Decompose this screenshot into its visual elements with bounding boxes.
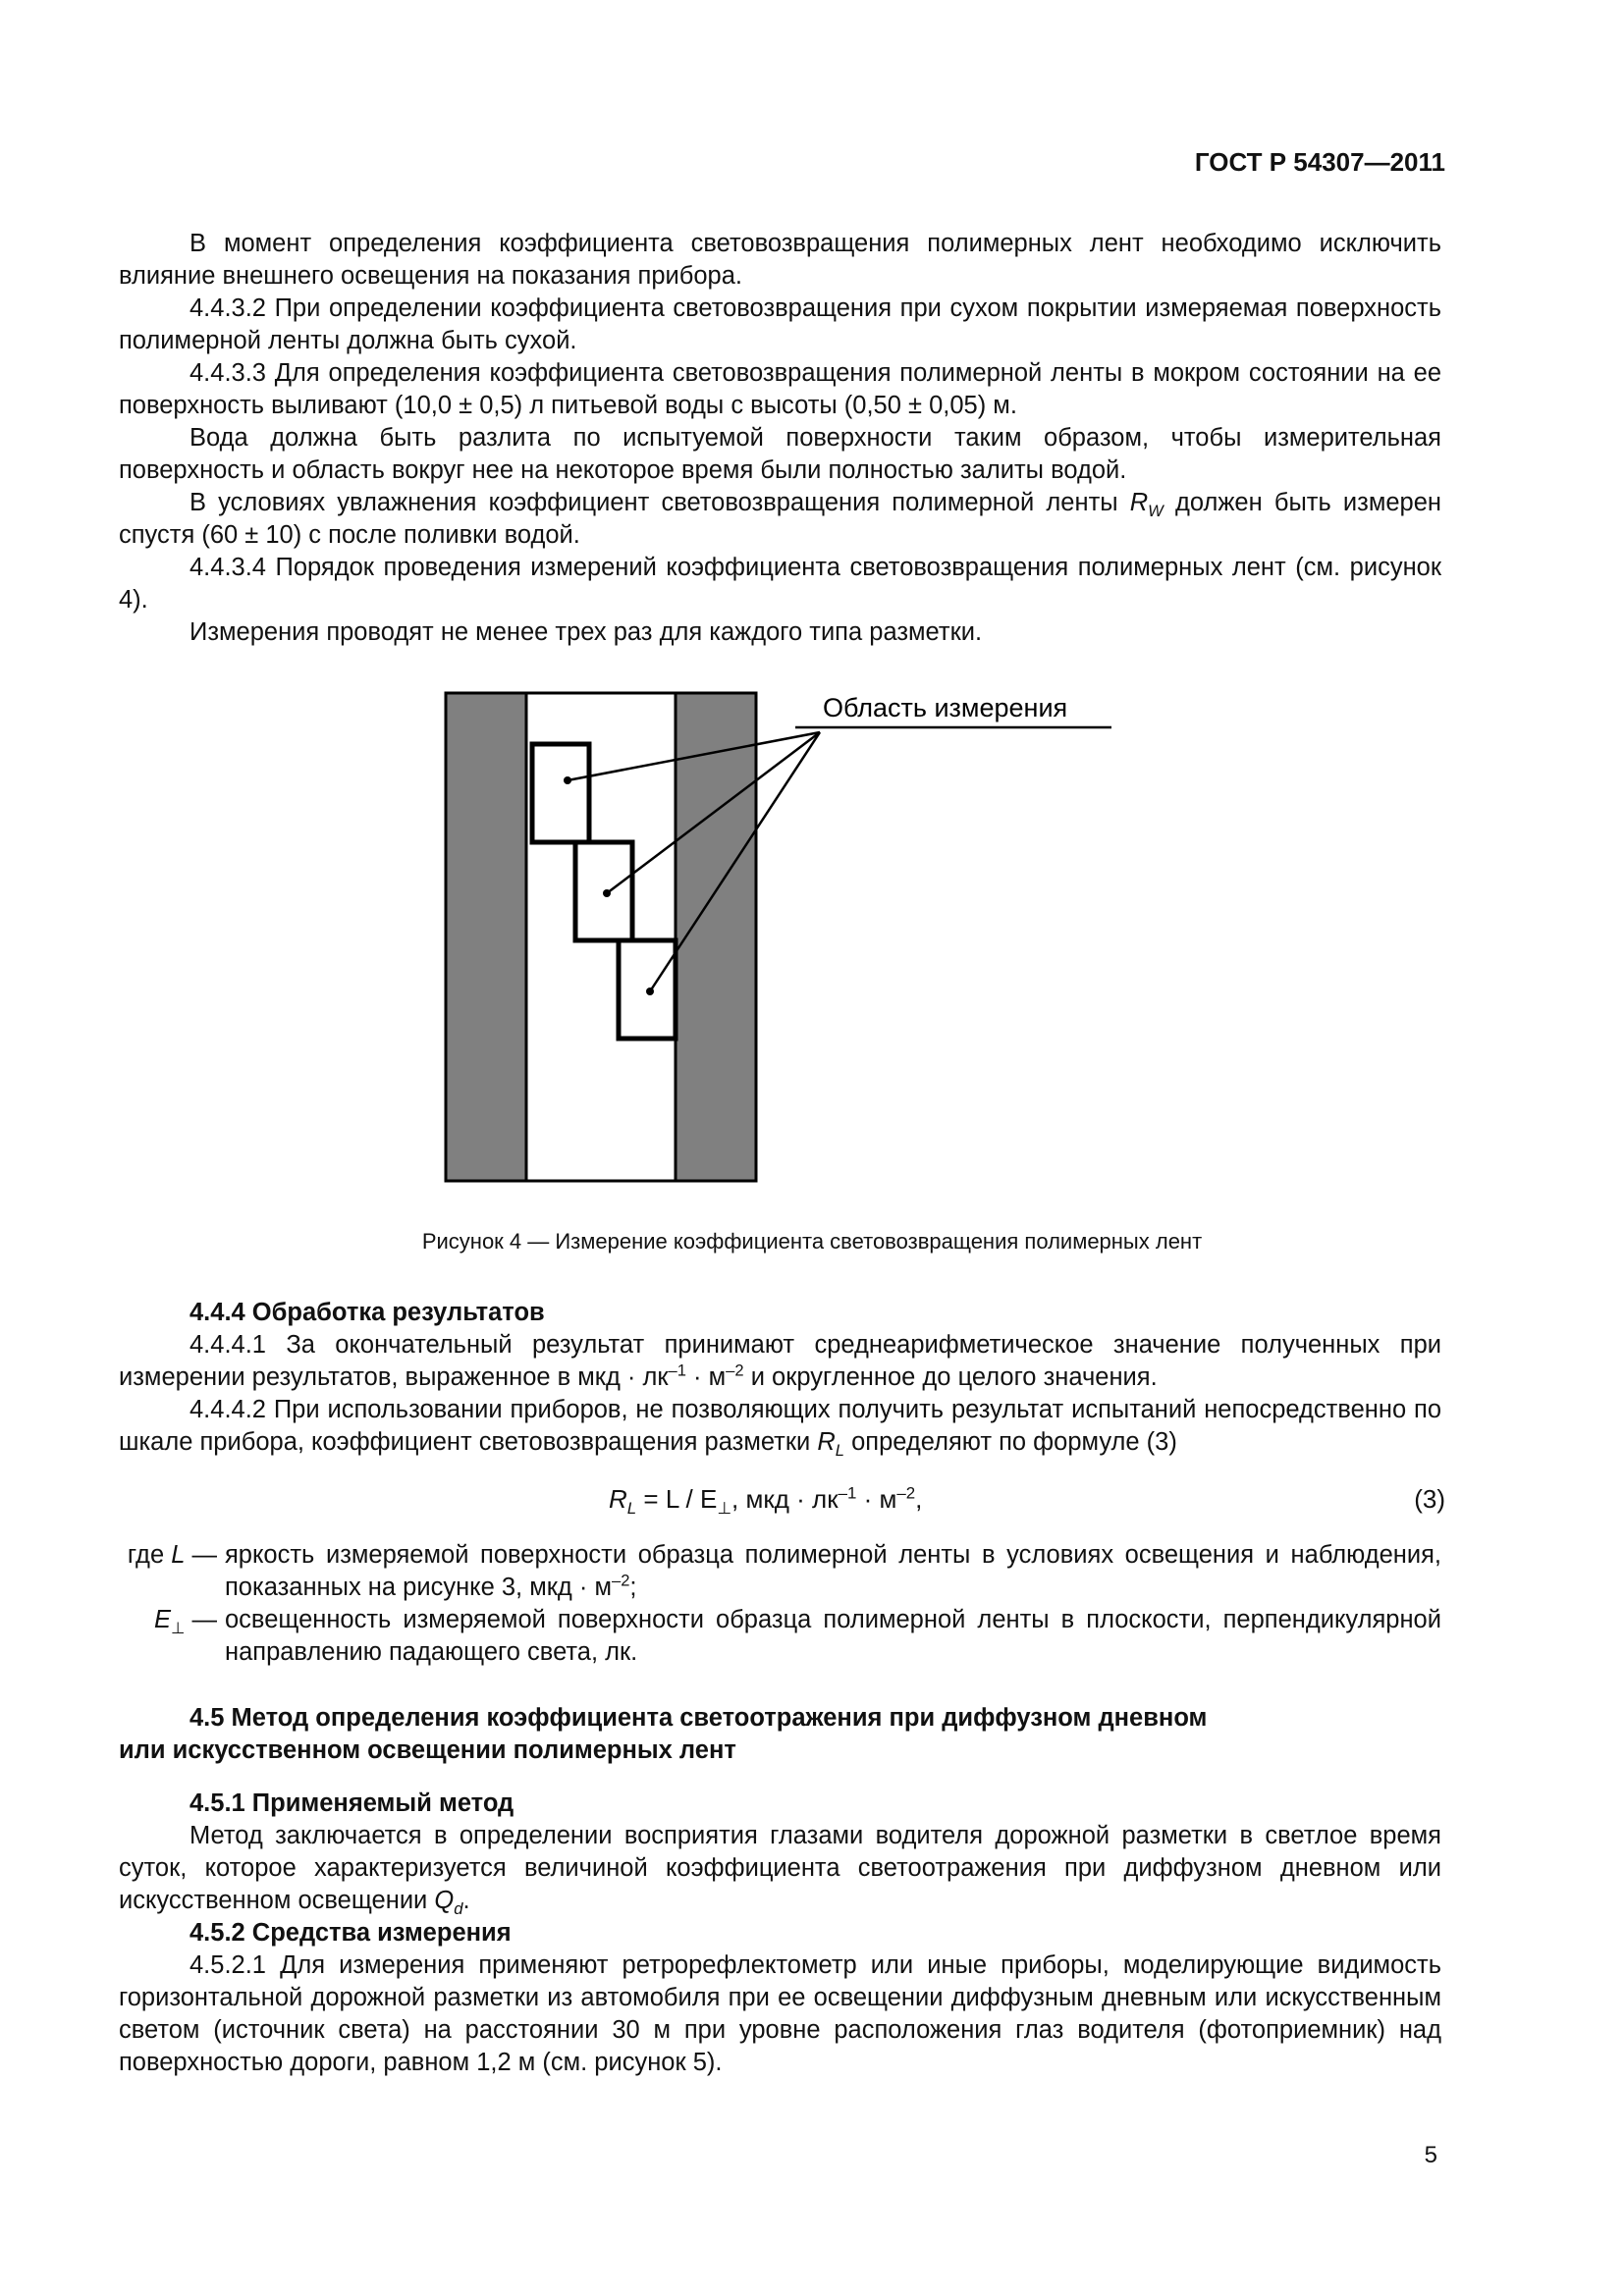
paragraph: В момент определения коэффициента световозвращения полимерных лент необходимо исключить влияние внешнего освещения на показания прибора.: [119, 230, 1441, 290]
paragraph-4-4-4-1: 4.4.4.1 За окончательный результат принимают среднеарифметическое значение полученных при измерении результатов, выраженное в мкд · $лк^{-1} \cdot м^{-2}$ и округленное до целого значения.: [119, 1331, 1441, 1391]
section-heading-4-5: 4.5 Метод определения коэффициента светоотражения при диффузном дневном или искусственном освещении полимерных лент: [119, 1704, 1208, 1764]
paragraph: Вода должна быть разлита по испытуемой поверхности таким образом, чтобы измерительная поверхность и область вокруг нее на некоторое время были полностью залиты водой.: [119, 424, 1441, 484]
paragraph-4-5-1: Метод заключается в определении восприятия глазами водителя дорожной разметки в светлое время суток, которое характеризуется величиной коэффициента светоотражения при диффузном дневном или искусственном освещении $Q_d$.: [119, 1822, 1441, 1919]
paragraph-4-4-4-2: 4.4.4.2 При использовании приборов, не позволяющих получить результат испытаний непосредственно по шкале прибора, коэффициент световозвращения разметки $R_L$ определяют по формуле (3): [119, 1396, 1441, 1461]
paragraph: Измерения проводят не менее трех раз для каждого типа разметки.: [189, 618, 983, 646]
marking-stripe-left: [446, 693, 526, 1181]
paragraph: 4.4.3.2 При определении коэффициента световозвращения при сухом покрытии измеряемая поверхность полимерной ленты должна быть сухой.: [119, 294, 1441, 354]
formula-3: $R_L = L / E_\perp$, мкд · $лк^{-1} \cdot м^{-2}$,: [609, 1483, 923, 1519]
intro-text: [119, 228, 1441, 649]
formula-definitions: [119, 1539, 1441, 1669]
figure-caption: Рисунок 4 — Измерение коэффициента световозвращения полимерных лент: [421, 1229, 1203, 1254]
section-4-5: [119, 1702, 1441, 2079]
paragraph-4-5-2-1: 4.5.2.1 Для измерения применяют ретрорефлектометр или иные приборы, моделирующие видимость горизонтальной дорожной разметки из автомобиля при ее освещении диффузным дневным или искусственным светом (источник света) на расстоянии 30 м при уровне расположения глаз водителя (фотоприемник) над поверхностью дороги, равном 1,2 м (см. рисунок 5).: [119, 1951, 1441, 2076]
section-heading-4-5-2: 4.5.2 Средства измерения: [189, 1919, 512, 1947]
section-heading-4-5-1: 4.5.1 Применяемый метод: [189, 1789, 514, 1817]
figure-4-diagram: [442, 687, 1129, 1188]
definition-l: где L — яркость измеряемой поверхности образца полимерной ленты в условиях освещения и наблюдения, показанных на рисунке 3, мкд · $м^{-2}$;: [127, 1541, 1441, 1601]
figure-label: Область измерения: [823, 693, 1068, 722]
section-heading: 4.4.4 Обработка результатов: [189, 1299, 545, 1326]
section-4-4-4: [119, 1297, 1441, 1459]
formula-number: (3): [1414, 1484, 1445, 1514]
paragraph: 4.4.3.3 Для определения коэффициента световозвращения полимерной ленты в мокром состоянии на ее поверхность выливают (10,0 ± 0,5) л питьевой воды с высоты (0,50 ± 0,05) м.: [119, 359, 1441, 419]
paragraph: 4.4.3.4 Порядок проведения измерений коэффициента световозвращения полимерных лент (см. рисунок 4).: [119, 554, 1441, 614]
page-number: 5: [1424, 2142, 1437, 2168]
document-code: ГОСТ Р 54307—2011: [1194, 147, 1445, 177]
definition-e: $E_\perp$ — освещенность измеряемой поверхности образца полимерной ленты в плоскости, перпендикулярной направлению падающего света, лк.: [153, 1606, 1441, 1666]
paragraph-rw: В условиях увлажнения коэффициент световозвращения полимерной ленты $R_W$ должен быть измерен спустя (60 ± 10) с после поливки водой.: [119, 489, 1442, 549]
marking-stripe-right: [676, 693, 756, 1181]
lane-road-right: [526, 693, 676, 1181]
